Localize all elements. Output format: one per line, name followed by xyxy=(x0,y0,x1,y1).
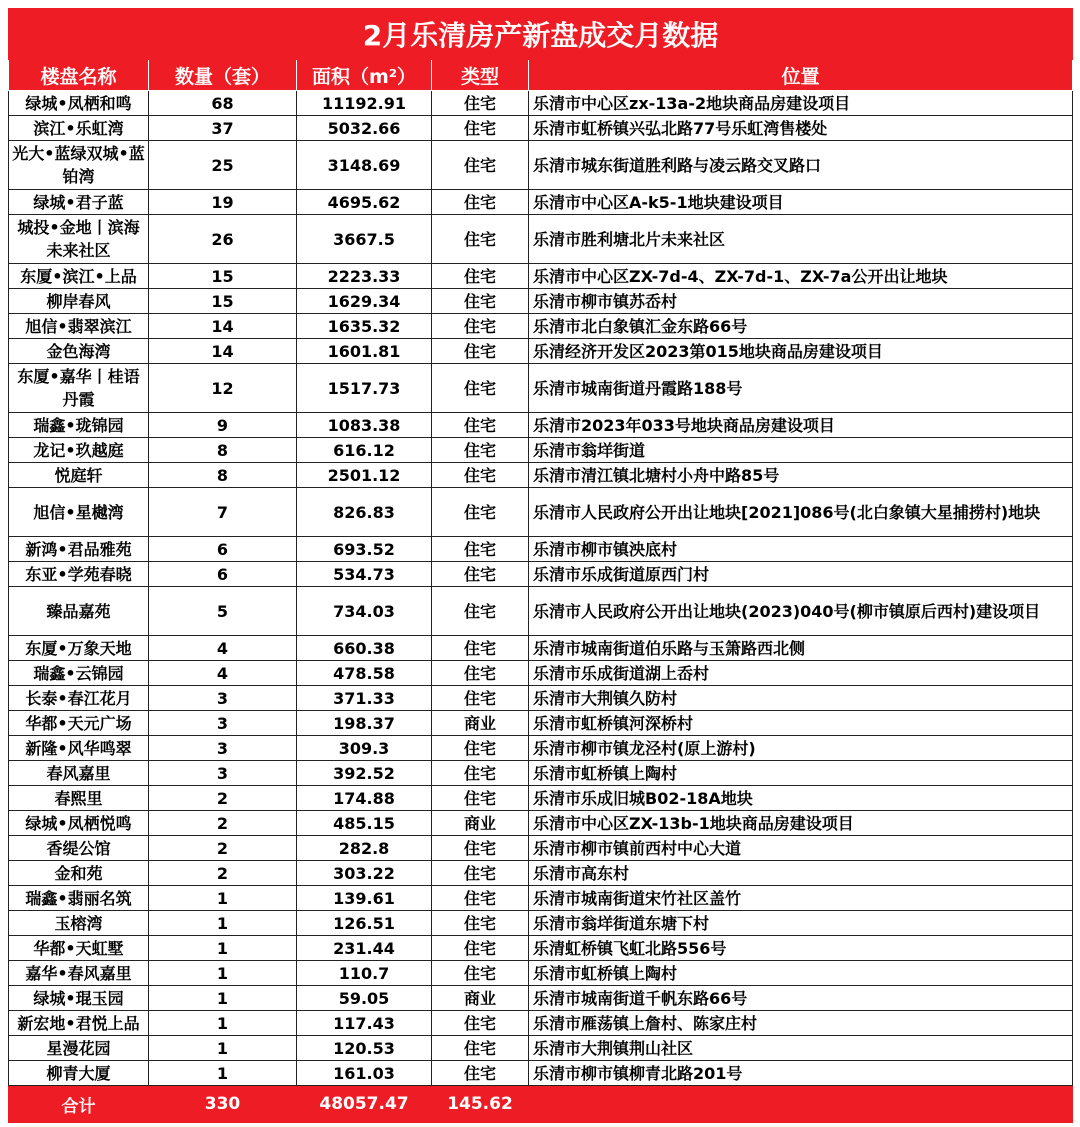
cell-name: 新宏地•君悦上品 xyxy=(9,1011,149,1036)
cell-type: 住宅 xyxy=(432,141,529,190)
cell-name: 东亚•学苑春晓 xyxy=(9,562,149,587)
cell-area: 485.15 xyxy=(297,811,432,836)
cell-type: 住宅 xyxy=(432,463,529,488)
cell-type: 住宅 xyxy=(432,911,529,936)
cell-type: 商业 xyxy=(432,711,529,736)
cell-name: 东厦•万象天地 xyxy=(9,636,149,661)
total-count: 330 xyxy=(149,1086,297,1123)
table-row xyxy=(9,736,1073,761)
cell-name: 玉榕湾 xyxy=(9,911,149,936)
sales-table-sheet xyxy=(8,8,1072,1123)
table-row xyxy=(9,686,1073,711)
cell-area: 534.73 xyxy=(297,562,432,587)
cell-name: 光大•蓝绿双城•蓝铂湾 xyxy=(9,141,149,190)
cell-type: 住宅 xyxy=(432,1036,529,1061)
cell-count: 15 xyxy=(149,264,297,289)
cell-name: 嘉华•春风嘉里 xyxy=(9,961,149,986)
table-row xyxy=(9,413,1073,438)
cell-count: 3 xyxy=(149,711,297,736)
cell-area: 303.22 xyxy=(297,861,432,886)
cell-name: 旭信•翡翠滨江 xyxy=(9,314,149,339)
cell-count: 4 xyxy=(149,661,297,686)
cell-location: 乐清市柳市镇苏岙村 xyxy=(529,289,1073,314)
cell-count: 14 xyxy=(149,339,297,364)
cell-area: 3667.5 xyxy=(297,215,432,264)
cell-location: 乐清市乐成旧城B02-18A地块 xyxy=(529,786,1073,811)
cell-type: 住宅 xyxy=(432,339,529,364)
cell-location: 乐清市乐成街道原西门村 xyxy=(529,562,1073,587)
total-blank xyxy=(529,1086,1073,1123)
cell-count: 3 xyxy=(149,761,297,786)
total-row xyxy=(9,1086,1073,1123)
cell-count: 5 xyxy=(149,587,297,636)
table-row xyxy=(9,116,1073,141)
table-title: 2月乐清房产新盘成交月数据 xyxy=(9,9,1073,60)
cell-area: 826.83 xyxy=(297,488,432,537)
cell-count: 1 xyxy=(149,1036,297,1061)
header-type: 类型 xyxy=(432,60,529,91)
cell-type: 住宅 xyxy=(432,886,529,911)
cell-name: 旭信•星樾湾 xyxy=(9,488,149,537)
cell-area: 161.03 xyxy=(297,1061,432,1086)
cell-type: 住宅 xyxy=(432,736,529,761)
cell-name: 香缇公馆 xyxy=(9,836,149,861)
cell-location: 乐清市2023年033号地块商品房建设项目 xyxy=(529,413,1073,438)
cell-location: 乐清市城东街道胜利路与凌云路交叉路口 xyxy=(529,141,1073,190)
cell-count: 7 xyxy=(149,488,297,537)
cell-location: 乐清市翁垟街道 xyxy=(529,438,1073,463)
cell-type: 住宅 xyxy=(432,1011,529,1036)
cell-type: 住宅 xyxy=(432,836,529,861)
table-row xyxy=(9,861,1073,886)
cell-name: 臻品嘉苑 xyxy=(9,587,149,636)
cell-area: 616.12 xyxy=(297,438,432,463)
cell-name: 金和苑 xyxy=(9,861,149,886)
cell-type: 住宅 xyxy=(432,289,529,314)
cell-location: 乐清市乐成街道湖上岙村 xyxy=(529,661,1073,686)
cell-location: 乐清市中心区zx-13a-2地块商品房建设项目 xyxy=(529,91,1073,116)
cell-type: 住宅 xyxy=(432,91,529,116)
cell-type: 住宅 xyxy=(432,190,529,215)
header-location: 位置 xyxy=(529,60,1073,91)
cell-name: 滨江•乐虹湾 xyxy=(9,116,149,141)
cell-location: 乐清市虹桥镇上陶村 xyxy=(529,761,1073,786)
cell-location: 乐清市高东村 xyxy=(529,861,1073,886)
cell-name: 绿城•凤栖悦鸣 xyxy=(9,811,149,836)
cell-type: 住宅 xyxy=(432,861,529,886)
cell-name: 长泰•春江花月 xyxy=(9,686,149,711)
cell-count: 3 xyxy=(149,686,297,711)
cell-location: 乐清市虹桥镇上陶村 xyxy=(529,961,1073,986)
cell-type: 住宅 xyxy=(432,215,529,264)
total-area: 48057.47 xyxy=(297,1086,432,1123)
cell-count: 37 xyxy=(149,116,297,141)
cell-name: 瑞鑫•珑锦园 xyxy=(9,413,149,438)
cell-location: 乐清市北白象镇汇金东路66号 xyxy=(529,314,1073,339)
cell-type: 住宅 xyxy=(432,636,529,661)
cell-area: 734.03 xyxy=(297,587,432,636)
title-row xyxy=(9,9,1073,60)
table-row xyxy=(9,463,1073,488)
cell-count: 15 xyxy=(149,289,297,314)
table-row xyxy=(9,488,1073,537)
cell-location: 乐清市胜利塘北片未来社区 xyxy=(529,215,1073,264)
cell-type: 住宅 xyxy=(432,562,529,587)
cell-name: 柳岸春风 xyxy=(9,289,149,314)
cell-location: 乐清市柳市镇柳青北路201号 xyxy=(529,1061,1073,1086)
cell-location: 乐清市人民政府公开出让地块(2023)040号(柳市镇原后西村)建设项目 xyxy=(529,587,1073,636)
cell-location: 乐清市柳市镇龙泾村(原上游村) xyxy=(529,736,1073,761)
cell-name: 绿城•君子蓝 xyxy=(9,190,149,215)
table-row xyxy=(9,811,1073,836)
cell-name: 东厦•嘉华丨桂语丹霞 xyxy=(9,364,149,413)
cell-type: 住宅 xyxy=(432,413,529,438)
cell-name: 新鸿•君品雅苑 xyxy=(9,537,149,562)
cell-count: 1 xyxy=(149,961,297,986)
table-row xyxy=(9,711,1073,736)
cell-area: 120.53 xyxy=(297,1036,432,1061)
cell-type: 住宅 xyxy=(432,116,529,141)
total-extra: 145.62 xyxy=(432,1086,529,1123)
table-row xyxy=(9,786,1073,811)
cell-location: 乐清市城南街道宋竹社区盖竹 xyxy=(529,886,1073,911)
header-count: 数量（套） xyxy=(149,60,297,91)
table-row xyxy=(9,1061,1073,1086)
cell-count: 1 xyxy=(149,986,297,1011)
cell-type: 住宅 xyxy=(432,1061,529,1086)
cell-area: 1629.34 xyxy=(297,289,432,314)
cell-count: 25 xyxy=(149,141,297,190)
cell-location: 乐清市大荆镇久防村 xyxy=(529,686,1073,711)
cell-location: 乐清市中心区A-k5-1地块建设项目 xyxy=(529,190,1073,215)
cell-name: 华都•天元广场 xyxy=(9,711,149,736)
cell-area: 2223.33 xyxy=(297,264,432,289)
cell-count: 1 xyxy=(149,1061,297,1086)
table-row xyxy=(9,911,1073,936)
table-row xyxy=(9,761,1073,786)
cell-name: 华都•天虹墅 xyxy=(9,936,149,961)
cell-name: 春风嘉里 xyxy=(9,761,149,786)
cell-location: 乐清市翁垟街道东塘下村 xyxy=(529,911,1073,936)
cell-count: 26 xyxy=(149,215,297,264)
header-area: 面积（m²） xyxy=(297,60,432,91)
table-row xyxy=(9,936,1073,961)
cell-count: 8 xyxy=(149,438,297,463)
cell-location: 乐清市雁荡镇上詹村、陈家庄村 xyxy=(529,1011,1073,1036)
table-row xyxy=(9,314,1073,339)
cell-count: 12 xyxy=(149,364,297,413)
cell-area: 2501.12 xyxy=(297,463,432,488)
header-name: 楼盘名称 xyxy=(9,60,149,91)
cell-type: 商业 xyxy=(432,986,529,1011)
cell-count: 3 xyxy=(149,736,297,761)
cell-count: 14 xyxy=(149,314,297,339)
cell-name: 星漫花园 xyxy=(9,1036,149,1061)
table-row xyxy=(9,961,1073,986)
cell-count: 1 xyxy=(149,1011,297,1036)
table-row xyxy=(9,886,1073,911)
cell-area: 4695.62 xyxy=(297,190,432,215)
cell-count: 6 xyxy=(149,537,297,562)
cell-area: 126.51 xyxy=(297,911,432,936)
cell-area: 59.05 xyxy=(297,986,432,1011)
cell-type: 住宅 xyxy=(432,537,529,562)
cell-count: 6 xyxy=(149,562,297,587)
cell-count: 1 xyxy=(149,911,297,936)
cell-type: 住宅 xyxy=(432,761,529,786)
cell-location: 乐清市中心区ZX-13b-1地块商品房建设项目 xyxy=(529,811,1073,836)
cell-name: 城投•金地丨滨海未来社区 xyxy=(9,215,149,264)
cell-location: 乐清经济开发区2023第015地块商品房建设项目 xyxy=(529,339,1073,364)
cell-count: 2 xyxy=(149,861,297,886)
cell-count: 1 xyxy=(149,936,297,961)
cell-location: 乐清市中心区ZX-7d-4、ZX-7d-1、ZX-7a公开出让地块 xyxy=(529,264,1073,289)
table-row xyxy=(9,661,1073,686)
cell-type: 住宅 xyxy=(432,264,529,289)
cell-type: 住宅 xyxy=(432,661,529,686)
cell-area: 3148.69 xyxy=(297,141,432,190)
cell-count: 2 xyxy=(149,811,297,836)
cell-name: 瑞鑫•云锦园 xyxy=(9,661,149,686)
cell-name: 绿城•凤栖和鸣 xyxy=(9,91,149,116)
cell-type: 商业 xyxy=(432,811,529,836)
cell-type: 住宅 xyxy=(432,936,529,961)
header-row xyxy=(9,60,1073,91)
cell-location: 乐清市虹桥镇河深桥村 xyxy=(529,711,1073,736)
cell-area: 392.52 xyxy=(297,761,432,786)
cell-name: 绿城•琨玉园 xyxy=(9,986,149,1011)
table-row xyxy=(9,264,1073,289)
cell-type: 住宅 xyxy=(432,786,529,811)
cell-name: 春熙里 xyxy=(9,786,149,811)
table-row xyxy=(9,1011,1073,1036)
cell-count: 19 xyxy=(149,190,297,215)
table-row xyxy=(9,190,1073,215)
cell-count: 1 xyxy=(149,886,297,911)
cell-type: 住宅 xyxy=(432,314,529,339)
table-row xyxy=(9,141,1073,190)
cell-type: 住宅 xyxy=(432,686,529,711)
cell-count: 4 xyxy=(149,636,297,661)
cell-area: 1083.38 xyxy=(297,413,432,438)
table-row xyxy=(9,289,1073,314)
cell-name: 柳青大厦 xyxy=(9,1061,149,1086)
cell-count: 9 xyxy=(149,413,297,438)
cell-area: 309.3 xyxy=(297,736,432,761)
cell-count: 2 xyxy=(149,786,297,811)
cell-name: 新隆•风华鸣翠 xyxy=(9,736,149,761)
cell-count: 68 xyxy=(149,91,297,116)
table-row xyxy=(9,438,1073,463)
cell-count: 8 xyxy=(149,463,297,488)
cell-count: 2 xyxy=(149,836,297,861)
cell-area: 231.44 xyxy=(297,936,432,961)
cell-name: 金色海湾 xyxy=(9,339,149,364)
cell-location: 乐清市柳市镇泱底村 xyxy=(529,537,1073,562)
table-row xyxy=(9,587,1073,636)
cell-area: 5032.66 xyxy=(297,116,432,141)
cell-name: 瑞鑫•翡丽名筑 xyxy=(9,886,149,911)
cell-area: 139.61 xyxy=(297,886,432,911)
table-row xyxy=(9,537,1073,562)
table-row xyxy=(9,562,1073,587)
cell-location: 乐清虹桥镇飞虹北路556号 xyxy=(529,936,1073,961)
cell-area: 282.8 xyxy=(297,836,432,861)
cell-area: 110.7 xyxy=(297,961,432,986)
table-row xyxy=(9,91,1073,116)
table-row xyxy=(9,836,1073,861)
cell-type: 住宅 xyxy=(432,438,529,463)
cell-area: 1601.81 xyxy=(297,339,432,364)
sales-table xyxy=(8,8,1073,1123)
cell-location: 乐清市柳市镇前西村中心大道 xyxy=(529,836,1073,861)
table-row xyxy=(9,364,1073,413)
table-row xyxy=(9,339,1073,364)
cell-type: 住宅 xyxy=(432,364,529,413)
cell-name: 东厦•滨江•上品 xyxy=(9,264,149,289)
table-row xyxy=(9,215,1073,264)
cell-type: 住宅 xyxy=(432,488,529,537)
cell-location: 乐清市大荆镇荆山社区 xyxy=(529,1036,1073,1061)
cell-name: 龙记•玖越庭 xyxy=(9,438,149,463)
cell-location: 乐清市城南街道丹霞路188号 xyxy=(529,364,1073,413)
cell-area: 660.38 xyxy=(297,636,432,661)
total-label: 合计 xyxy=(9,1086,149,1123)
cell-name: 悦庭轩 xyxy=(9,463,149,488)
cell-area: 478.58 xyxy=(297,661,432,686)
cell-area: 117.43 xyxy=(297,1011,432,1036)
table-row xyxy=(9,1036,1073,1061)
cell-location: 乐清市清江镇北塘村小舟中路85号 xyxy=(529,463,1073,488)
cell-area: 198.37 xyxy=(297,711,432,736)
cell-type: 住宅 xyxy=(432,587,529,636)
cell-location: 乐清市虹桥镇兴弘北路77号乐虹湾售楼处 xyxy=(529,116,1073,141)
cell-location: 乐清市城南街道伯乐路与玉箫路西北侧 xyxy=(529,636,1073,661)
cell-location: 乐清市城南街道千帆东路66号 xyxy=(529,986,1073,1011)
cell-area: 1517.73 xyxy=(297,364,432,413)
cell-area: 174.88 xyxy=(297,786,432,811)
cell-area: 371.33 xyxy=(297,686,432,711)
cell-area: 693.52 xyxy=(297,537,432,562)
cell-area: 1635.32 xyxy=(297,314,432,339)
cell-location: 乐清市人民政府公开出让地块[2021]086号(北白象镇大星捕捞村)地块 xyxy=(529,488,1073,537)
cell-type: 住宅 xyxy=(432,961,529,986)
table-row xyxy=(9,636,1073,661)
cell-area: 11192.91 xyxy=(297,91,432,116)
table-row xyxy=(9,986,1073,1011)
